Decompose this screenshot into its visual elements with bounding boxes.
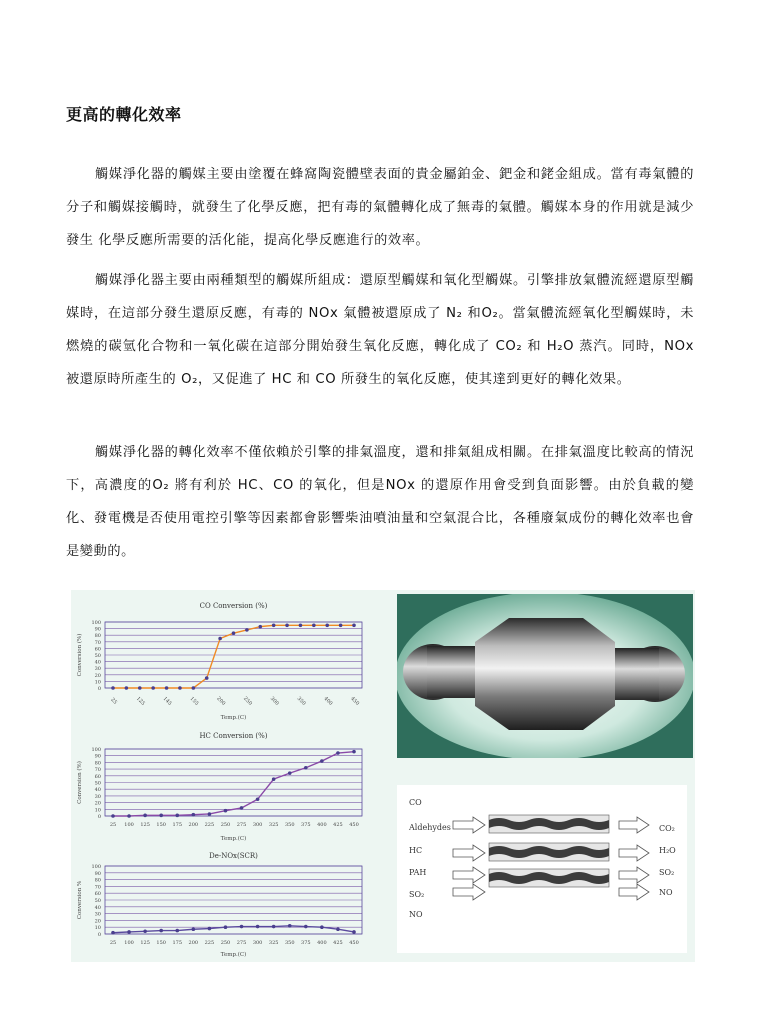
input-gas-label: SO₂ [409,890,425,899]
y-tick-label: 100 [91,864,101,870]
data-point [111,931,115,935]
y-tick-label: 0 [97,814,101,820]
x-tick-label: 350 [295,695,307,707]
data-point [304,766,308,770]
data-point [111,686,115,690]
data-point [175,814,179,818]
x-tick-label: 145 [161,695,173,707]
data-point [352,750,356,754]
y-tick-label: 70 [94,884,101,891]
data-point [127,814,131,818]
x-tick-label: 100 [124,940,134,946]
y-tick-label: 80 [94,633,101,640]
y-tick-label: 30 [94,793,101,800]
input-gas-label: CO [409,798,422,807]
chart-3 [77,852,362,958]
output-gas-label: H₂O [659,846,676,855]
data-point [138,686,142,690]
data-point [178,686,182,690]
data-point [288,771,292,775]
x-tick-label: 155 [188,695,200,707]
section-title: 更高的轉化效率 [66,105,182,124]
data-point [143,814,147,818]
x-tick-label: 125 [140,940,150,946]
input-gas-label: PAH [409,868,427,877]
data-point [320,759,324,763]
y-tick-label: 70 [94,639,101,646]
data-point [352,624,356,628]
data-point [320,925,324,929]
x-tick-label: 325 [268,822,279,828]
data-point [299,624,303,628]
data-point [288,924,292,928]
y-tick-label: 90 [94,870,101,877]
x-tick-label: 375 [301,940,311,946]
flow-arrow-icon [619,867,649,883]
x-tick-label: 125 [134,695,146,707]
x-tick-label: 350 [284,822,295,828]
data-point [240,806,244,810]
data-point [325,624,329,628]
chart-1 [76,602,362,721]
y-tick-label: 20 [94,918,101,925]
y-tick-label: 60 [94,891,101,898]
y-axis-label: Conversion (%) [77,761,83,804]
y-tick-label: 30 [94,666,101,673]
chart-title: CO Conversion (%) [199,602,268,610]
data-point [111,814,115,818]
y-tick-label: 40 [94,659,101,666]
y-tick-label: 0 [97,932,101,938]
x-tick-label: 400 [317,940,327,946]
x-tick-label: 275 [236,940,247,946]
data-point [336,927,340,931]
data-point [256,925,260,929]
y-tick-label: 40 [94,787,101,794]
x-tick-label: 150 [156,822,166,828]
series-line [113,752,354,816]
flow-arrow-icon [453,817,485,833]
data-point [208,927,212,931]
x-tick-label: 275 [236,822,247,828]
y-tick-label: 0 [97,686,101,692]
data-point [336,751,340,755]
data-point [304,925,308,929]
flow-arrow-icon [453,867,485,883]
data-point [192,813,196,817]
paragraph-1: 觸媒淨化器的觸媒主要由塗覆在蜂窩陶瓷體壁表面的貴金屬鉑金、鈀金和銠金組成。當有毒氣體的分子和觸媒接觸時，就發生了化學反應，把有毒的氣體轉化成了無毒的氣體。觸媒本身的作用就是減少發生 化學反應所需要的活化能，提高化學反應進行的效率。 [66,167,694,248]
data-point [159,814,163,818]
data-point [312,624,316,628]
x-tick-label: 200 [188,940,199,946]
y-tick-label: 60 [94,773,101,780]
chart-title: HC Conversion (%) [199,732,268,740]
input-gas-label: NO [409,910,423,919]
x-tick-label: 225 [204,822,215,828]
x-tick-label: 450 [349,940,359,946]
data-point [224,925,228,929]
data-point [232,631,236,635]
x-axis-label: Temp.(C) [220,715,247,721]
x-tick-label: 225 [204,940,215,946]
y-tick-label: 70 [94,767,101,774]
flow-arrow-icon [619,817,649,833]
y-axis-label: Conversion % [77,880,83,920]
data-point [272,777,276,781]
flow-arrow-icon [453,845,485,861]
y-tick-label: 10 [94,807,101,814]
data-point [245,628,249,632]
output-gas-label: CO₂ [659,824,675,833]
data-point [192,686,196,690]
data-point [151,686,155,690]
x-tick-label: 425 [333,940,343,946]
x-tick-label: 425 [333,822,343,828]
y-tick-label: 90 [94,753,101,760]
x-tick-label: 25 [109,696,119,706]
y-tick-label: 90 [94,626,101,633]
y-tick-label: 10 [94,925,101,932]
data-point [258,625,262,629]
x-tick-label: 250 [220,822,231,828]
data-point [143,929,147,933]
paragraph-3: 觸媒淨化器的轉化效率不僅依賴於引擎的排氣溫度，還和排氣組成相關。在排氣溫度比較高的情況下，高濃度的O₂ 將有利於 HC、CO 的氧化，但是NOx 的還原作用會受到負面影響。由於負載的變化、發電機是否使用電控引擎等因素都會影響柴油噴油量和空氣混合比，各種廢氣成份的轉化效率也會是變動的。 [66,445,694,559]
x-tick-label: 125 [140,822,150,828]
data-point [272,624,276,628]
data-point [205,676,209,680]
y-tick-label: 100 [91,620,101,626]
x-tick-label: 175 [172,940,183,946]
y-tick-label: 80 [94,877,101,884]
data-point [175,929,179,933]
x-axis-label: Temp.(C) [220,952,247,958]
data-point [339,624,343,628]
data-point [256,797,260,801]
x-tick-label: 25 [109,940,117,946]
data-point [240,925,244,929]
chart-title: De-NOx(SCR) [209,852,258,860]
data-point [352,930,356,934]
y-tick-label: 60 [94,646,101,653]
x-tick-label: 100 [124,822,134,828]
y-tick-label: 50 [94,780,101,787]
y-tick-label: 80 [94,760,101,767]
y-tick-label: 30 [94,911,101,918]
x-tick-label: 25 [109,822,117,828]
flow-arrow-icon [453,884,485,900]
x-tick-label: 325 [268,940,279,946]
reaction-diagram [397,785,687,953]
y-tick-label: 10 [94,679,101,686]
data-point [224,809,228,813]
flow-arrow-icon [619,845,649,861]
x-tick-label: 400 [322,695,334,707]
chart-2 [76,732,362,842]
x-tick-label: 450 [349,695,361,707]
x-tick-label: 350 [284,940,295,946]
paragraph-2: 觸媒淨化器主要由兩種類型的觸媒所組成：還原型觸媒和氧化型觸媒。引擎排放氣體流經還原型觸媒時，在這部分發生還原反應，有毒的 NOx 氣體被還原成了 N₂ 和O₂。當氣體流經氧化型觸媒時，未燃燒的碳氫化合物和一氧化碳在這部分開始發生氧化反應，轉化成了 CO₂ 和 H₂O 蒸汽。同時，NOx 被還原時所產生的 O₂，又促進了 HC 和 CO 所發生的氧化反應，使其達到更好的轉化效果。 [66,273,694,387]
y-axis-label: Conversion (%) [77,633,83,677]
data-point [192,927,196,931]
output-gas-label: NO [659,888,673,897]
data-point [208,812,212,816]
x-tick-label: 400 [317,822,327,828]
x-tick-label: 300 [268,695,280,707]
x-tick-label: 200 [215,695,227,707]
output-gas-label: SO₂ [659,868,675,877]
y-tick-label: 20 [94,800,101,807]
x-tick-label: 375 [301,822,311,828]
x-tick-label: 150 [156,940,166,946]
data-point [125,686,129,690]
x-axis-label: Temp.(C) [220,836,247,842]
x-tick-label: 300 [252,940,263,946]
y-tick-label: 50 [94,653,101,659]
data-point [165,686,169,690]
catalytic-converter-photo [397,594,693,758]
input-gas-label: HC [409,846,423,855]
data-point [218,637,222,641]
data-point [159,929,163,933]
y-tick-label: 20 [94,672,101,679]
data-point [127,930,131,934]
y-tick-label: 50 [94,898,101,904]
x-tick-label: 175 [172,822,183,828]
x-tick-label: 200 [188,822,199,828]
series-line [113,926,354,933]
input-gas-label: Aldehydes [409,823,451,832]
y-tick-label: 100 [91,747,101,753]
data-point [272,925,276,929]
x-tick-label: 250 [242,695,254,707]
data-point [285,624,289,628]
flow-arrow-icon [619,884,649,900]
x-tick-label: 300 [252,822,263,828]
y-tick-label: 40 [94,904,101,911]
x-tick-label: 250 [220,940,231,946]
x-tick-label: 450 [349,822,359,828]
